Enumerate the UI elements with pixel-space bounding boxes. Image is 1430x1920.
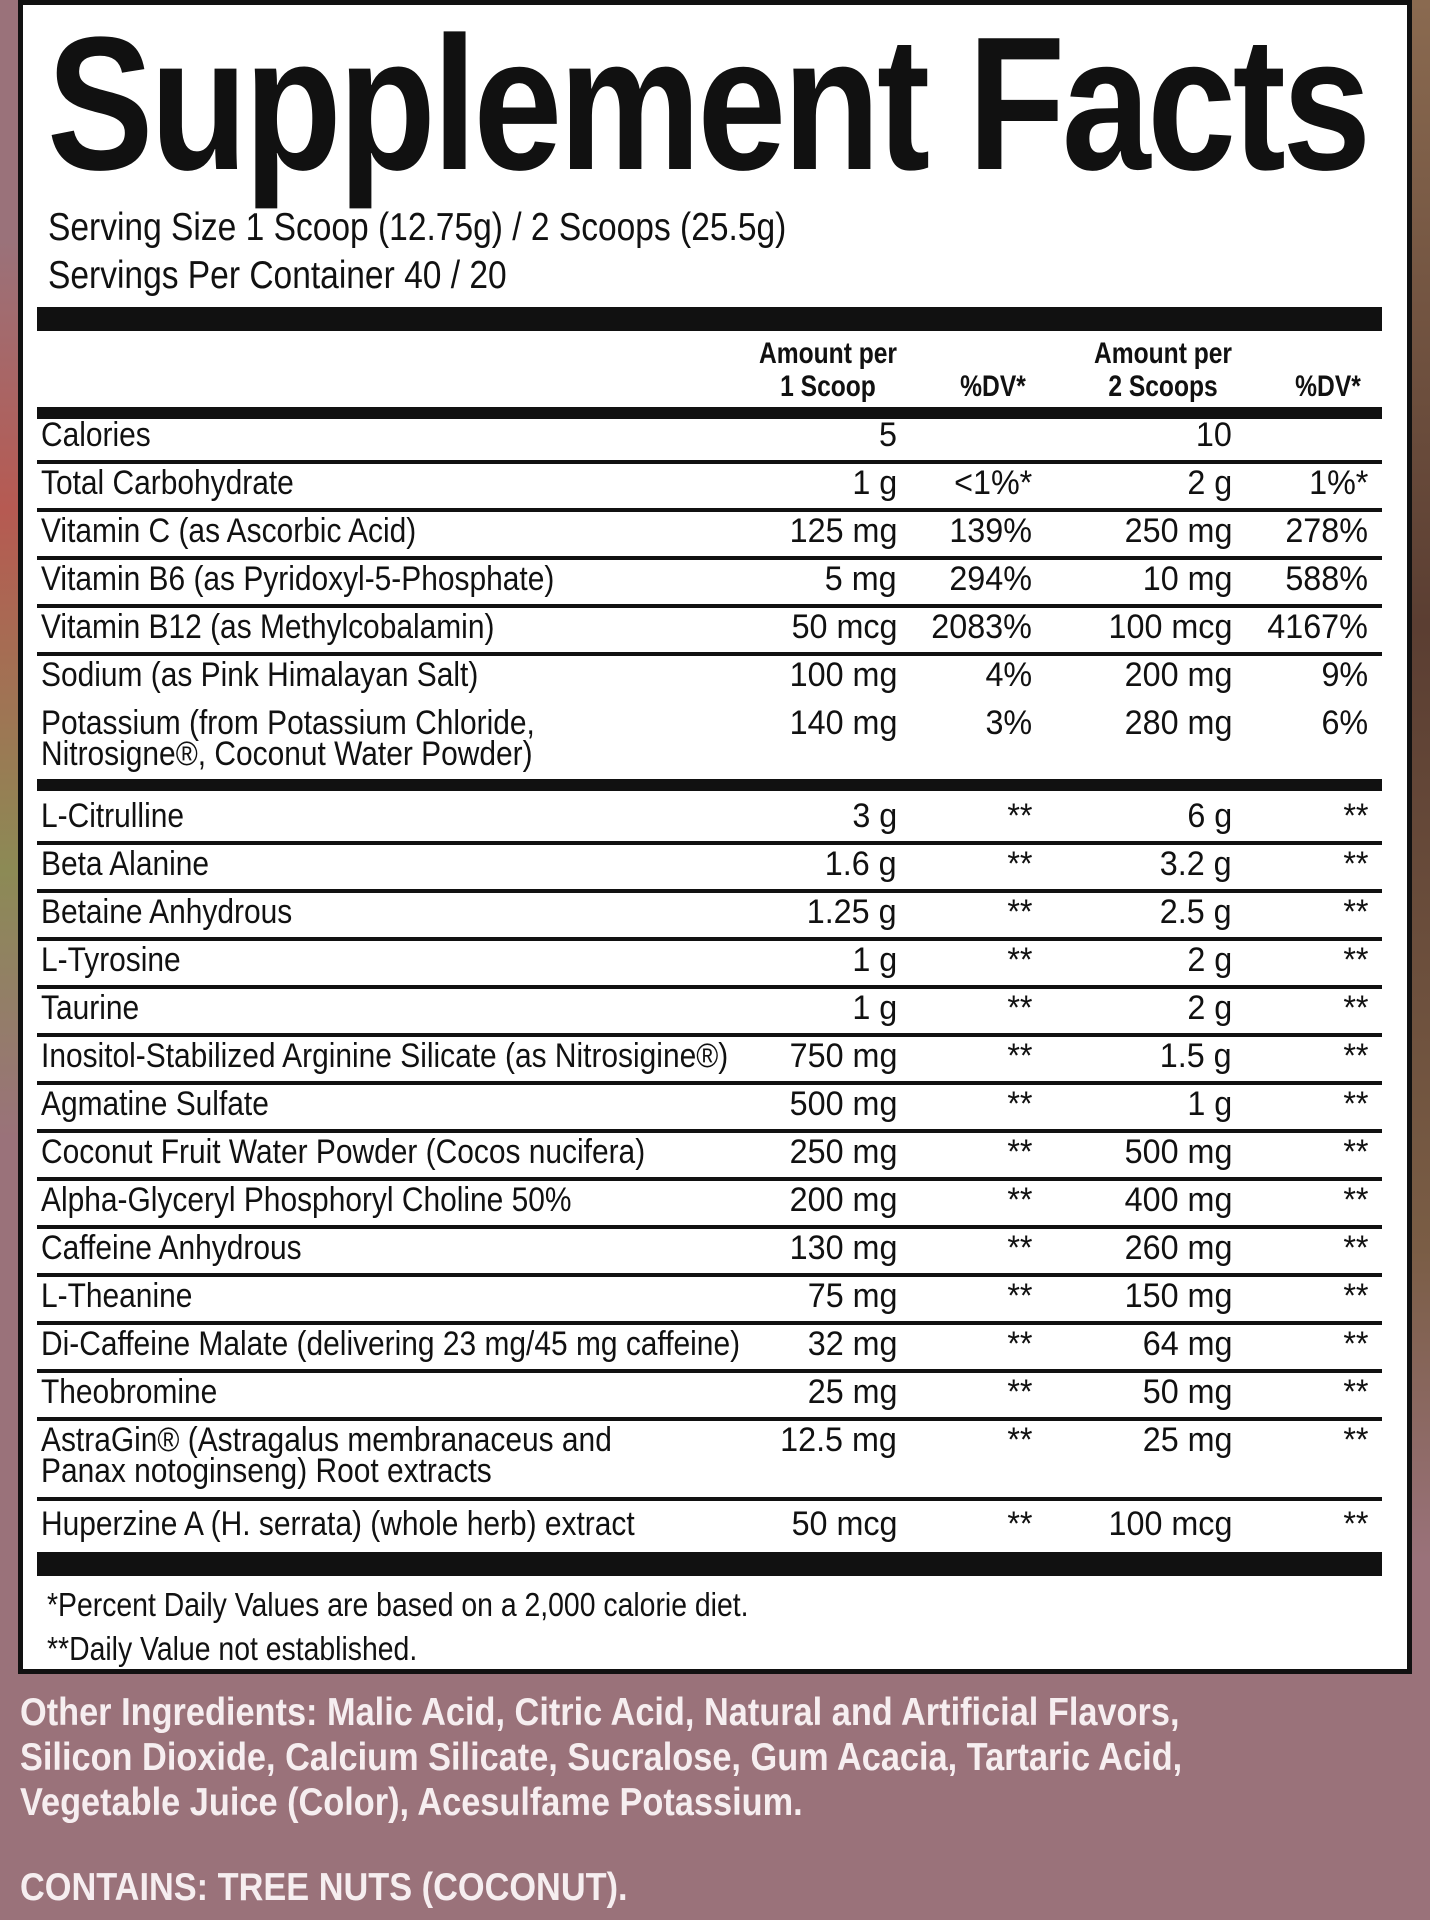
dv-1-scoop: 4%: [985, 656, 1032, 694]
amount-per-1-scoop: 130 mg: [789, 1229, 897, 1267]
amount-per-2-scoops: 6 g: [1187, 797, 1232, 835]
dv-1-scoop: **: [1006, 1037, 1032, 1075]
dv-2-scoops: **: [1342, 989, 1368, 1027]
ingredient-name: Agmatine Sulfate: [41, 1085, 269, 1123]
dv-1-scoop: **: [1006, 941, 1032, 979]
amount-per-1-scoop: 200 mg: [789, 1181, 897, 1219]
amount-per-1-scoop: 1 g: [852, 464, 897, 502]
amount-per-2-scoops: 10 mg: [1142, 560, 1232, 598]
ingredient-name: AstraGin® (Astragalus membranaceus and: [41, 1421, 612, 1459]
dv-1-scoop: **: [1006, 893, 1032, 931]
ingredient-name: L-Theanine: [41, 1277, 193, 1315]
ingredient-name: Caffeine Anhydrous: [41, 1229, 302, 1267]
ingredient-name: Vitamin B12 (as Methylcobalamin): [41, 608, 495, 646]
dv-1-scoop: **: [1006, 797, 1032, 835]
dv-2-scoops: 278%: [1285, 512, 1368, 550]
amount-per-2-scoops: 100 mcg: [1108, 608, 1232, 646]
header-amount-1-line1: Amount per: [758, 337, 898, 370]
ingredient-name: Coconut Fruit Water Powder (Cocos nucifera): [41, 1133, 646, 1171]
amount-per-2-scoops: 100 mcg: [1108, 1505, 1232, 1543]
amount-per-2-scoops: 2 g: [1187, 941, 1232, 979]
ingredient-name: Di-Caffeine Malate (delivering 23 mg/45 mg caffeine): [41, 1325, 741, 1363]
ingredient-name: Huperzine A (H. serrata) (whole herb) extract: [41, 1505, 635, 1543]
dv-2-scoops: **: [1342, 1373, 1368, 1411]
dv-1-scoop: **: [1006, 1505, 1032, 1543]
dv-1-scoop: **: [1006, 1277, 1032, 1315]
supplement-facts-panel: [18, 0, 1412, 1674]
amount-per-1-scoop: 1 g: [852, 941, 897, 979]
amount-per-2-scoops: 250 mg: [1124, 512, 1232, 550]
dv-2-scoops: **: [1342, 1229, 1368, 1267]
amount-per-2-scoops: 10: [1196, 416, 1232, 454]
header-amount-2-scoops: [1085, 337, 1241, 403]
other-ingredients: Other Ingredients: Malic Acid, Citric Acid, Natural and Artificial Flavors, Silicon Dioxide, Calcium Silicate, Sucralose, Gum Acacia, Tartaric Acid, Vegetable Juice (Color), Acesulfame Potassium.: [20, 1691, 1183, 1824]
dv-2-scoops: **: [1342, 1181, 1368, 1219]
dv-2-scoops: **: [1342, 1277, 1368, 1315]
allergen-statement: CONTAINS: TREE NUTS (COCONUT).: [20, 1866, 628, 1909]
header-dv-1: %DV*: [960, 370, 1026, 403]
ingredient-name: Potassium (from Potassium Chloride,: [41, 704, 535, 742]
dv-2-scoops: **: [1342, 1085, 1368, 1123]
amount-per-1-scoop: 1.25 g: [807, 893, 897, 931]
dv-1-scoop: **: [1006, 1421, 1032, 1459]
ingredient-name: Vitamin C (as Ascorbic Acid): [41, 512, 417, 550]
amount-per-2-scoops: 280 mg: [1124, 704, 1232, 742]
dv-2-scoops: 1%*: [1308, 464, 1368, 502]
header-dv-2: %DV*: [1295, 370, 1361, 403]
header-divider: [37, 407, 1382, 419]
dv-1-scoop: **: [1006, 1085, 1032, 1123]
ingredient-name: Inositol-Stabilized Arginine Silicate (as Nitrosigine®): [41, 1037, 729, 1075]
ingredient-name: Calories: [41, 416, 151, 454]
dv-1-scoop: 2083%: [931, 608, 1032, 646]
dv-2-scoops: **: [1342, 1325, 1368, 1363]
dv-2-scoops: **: [1342, 941, 1368, 979]
amount-per-1-scoop: 25 mg: [807, 1373, 897, 1411]
header-amount-2-line1: Amount per: [1093, 337, 1233, 370]
ingredient-name-line2: Panax notoginseng) Root extracts: [41, 1452, 492, 1490]
dv-2-scoops: 6%: [1321, 704, 1368, 742]
dv-2-scoops: 9%: [1321, 656, 1368, 694]
dv-1-scoop: **: [1006, 1133, 1032, 1171]
panel-title: Supplement Facts: [47, 0, 1368, 210]
dv-1-scoop: 294%: [949, 560, 1032, 598]
amount-per-1-scoop: 750 mg: [789, 1037, 897, 1075]
ingredient-name: Total Carbohydrate: [41, 464, 294, 502]
dv-1-scoop: **: [1006, 1181, 1032, 1219]
dv-2-scoops: **: [1342, 1505, 1368, 1543]
amount-per-2-scoops: 1.5 g: [1160, 1037, 1232, 1075]
top-divider-bar: [37, 307, 1382, 331]
dv-1-scoop: <1%*: [953, 464, 1032, 502]
dv-1-scoop: **: [1006, 1325, 1032, 1363]
amount-per-1-scoop: 50 mcg: [791, 1505, 897, 1543]
amount-per-1-scoop: 3 g: [852, 797, 897, 835]
dv-2-scoops: **: [1342, 893, 1368, 931]
header-amount-1-line2: 1 Scoop: [780, 370, 876, 403]
ingredient-name: Vitamin B6 (as Pyridoxyl-5-Phosphate): [41, 560, 555, 598]
ingredient-name: Taurine: [41, 989, 140, 1027]
dv-1-scoop: 139%: [949, 512, 1032, 550]
amount-per-1-scoop: 140 mg: [789, 704, 897, 742]
dv-2-scoops: **: [1342, 1037, 1368, 1075]
dv-2-scoops: **: [1342, 1133, 1368, 1171]
dv-2-scoops: **: [1342, 845, 1368, 883]
row-divider: [37, 1497, 1382, 1501]
amount-per-1-scoop: 250 mg: [789, 1133, 897, 1171]
ingredient-name: Betaine Anhydrous: [41, 893, 293, 931]
dv-2-scoops: **: [1342, 1421, 1368, 1459]
amount-per-2-scoops: 2 g: [1187, 989, 1232, 1027]
ingredient-name-line2: Nitrosigne®, Coconut Water Powder): [41, 735, 533, 773]
row-divider: [37, 985, 1382, 989]
amount-per-2-scoops: 200 mg: [1124, 656, 1232, 694]
amount-per-1-scoop: 1.6 g: [825, 845, 897, 883]
serving-size: Serving Size 1 Scoop (12.75g) / 2 Scoops (25.5g): [48, 206, 787, 249]
amount-per-1-scoop: 75 mg: [807, 1277, 897, 1315]
ingredient-name: Alpha-Glyceryl Phosphoryl Choline 50%: [41, 1181, 572, 1219]
dv-2-scoops: 4167%: [1267, 608, 1368, 646]
ingredient-name: L-Citrulline: [41, 797, 184, 835]
header-amount-1-scoop: [750, 337, 906, 403]
dv-2-scoops: **: [1342, 797, 1368, 835]
dv-1-scoop: **: [1006, 989, 1032, 1027]
dv-1-scoop: **: [1006, 845, 1032, 883]
amount-per-2-scoops: 64 mg: [1142, 1325, 1232, 1363]
amount-per-2-scoops: 50 mg: [1142, 1373, 1232, 1411]
amount-per-2-scoops: 150 mg: [1124, 1277, 1232, 1315]
amount-per-2-scoops: 2 g: [1187, 464, 1232, 502]
amount-per-2-scoops: 400 mg: [1124, 1181, 1232, 1219]
amount-per-1-scoop: 100 mg: [789, 656, 897, 694]
dv-2-scoops: 588%: [1285, 560, 1368, 598]
amount-per-2-scoops: 25 mg: [1142, 1421, 1232, 1459]
amount-per-2-scoops: 2.5 g: [1160, 893, 1232, 931]
section-divider: [37, 779, 1382, 791]
ingredient-name: L-Tyrosine: [41, 941, 181, 979]
amount-per-1-scoop: 5 mg: [825, 560, 897, 598]
ingredient-name: Beta Alanine: [41, 845, 210, 883]
dv-1-scoop: 3%: [985, 704, 1032, 742]
amount-per-1-scoop: 12.5 mg: [780, 1421, 897, 1459]
servings-per-container: Servings Per Container 40 / 20: [48, 254, 507, 297]
amount-per-1-scoop: 125 mg: [789, 512, 897, 550]
ingredient-name: Theobromine: [41, 1373, 218, 1411]
header-amount-2-line2: 2 Scoops: [1108, 370, 1218, 403]
dv-1-scoop: **: [1006, 1373, 1032, 1411]
bottom-divider-bar: [37, 1552, 1382, 1576]
amount-per-2-scoops: 500 mg: [1124, 1133, 1232, 1171]
row-divider: [37, 937, 1382, 941]
amount-per-2-scoops: 260 mg: [1124, 1229, 1232, 1267]
amount-per-1-scoop: 5: [879, 416, 897, 454]
amount-per-2-scoops: 3.2 g: [1160, 845, 1232, 883]
amount-per-1-scoop: 1 g: [852, 989, 897, 1027]
amount-per-2-scoops: 1 g: [1187, 1085, 1232, 1123]
amount-per-1-scoop: 500 mg: [789, 1085, 897, 1123]
footnote-dv-not-established: **Daily Value not established.: [47, 1630, 418, 1667]
footnote-dv: *Percent Daily Values are based on a 2,000 calorie diet.: [47, 1586, 749, 1623]
amount-per-1-scoop: 50 mcg: [791, 608, 897, 646]
ingredient-name: Sodium (as Pink Himalayan Salt): [41, 656, 479, 694]
amount-per-1-scoop: 32 mg: [807, 1325, 897, 1363]
dv-1-scoop: **: [1006, 1229, 1032, 1267]
